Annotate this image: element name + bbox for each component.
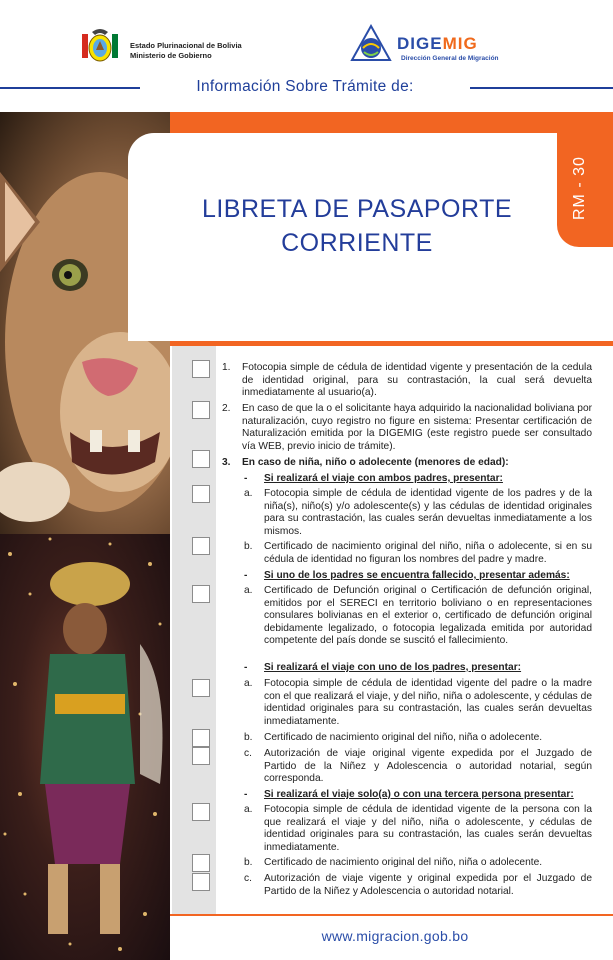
sub-requirement-marker: c.: [244, 873, 252, 884]
page-title-line2: CORRIENTE: [281, 229, 433, 257]
government-line2: Ministerio de Gobierno: [130, 51, 212, 60]
section-heading: - Si uno de los padres se encuentra fallecido, presentar además:: [244, 570, 570, 581]
checkbox[interactable]: [192, 537, 210, 555]
sub-requirement-text: Fotocopia simple de cédula de identidad vigente del padre o la madre con el que realizará el viaje, y del niño, niña o adolescente, y cédulas de identidad originales para su contrastación, las cuales serán devueltas inmediatamente.: [264, 678, 592, 727]
sub-requirement: [222, 804, 592, 854]
sub-requirement-text: Certificado de nacimiento original del niño, niña o adolecente, si en su cédula de identidad no figuran los nombres del padre y madre.: [264, 541, 592, 565]
sub-requirement: [222, 678, 592, 728]
document-code: RM - 30: [571, 156, 588, 220]
brand-subtitle: Dirección General de Migración: [401, 55, 499, 62]
sub-requirement-marker: a.: [244, 488, 253, 499]
sub-requirement-marker: a.: [244, 678, 253, 689]
section-title: Si realizará el viaje solo(a) o con una tercera persona presentar:: [264, 789, 574, 800]
section-title: Si realizará el viaje con uno de los padres, presentar:: [264, 662, 522, 673]
government-line1: Estado Plurinacional de Bolivia: [130, 41, 242, 50]
sub-requirement-marker: a.: [244, 585, 253, 596]
requirement-1: [222, 362, 592, 400]
header-divider-left: [0, 87, 140, 89]
requirement-marker: 2.: [222, 403, 231, 414]
checkbox[interactable]: [192, 873, 210, 891]
checkbox[interactable]: [192, 803, 210, 821]
checkbox[interactable]: [192, 854, 210, 872]
page-header: [0, 0, 613, 112]
info-title: Información Sobre Trámite de:: [196, 78, 414, 95]
sub-requirement: [222, 732, 592, 745]
dancer-photo: [0, 534, 170, 960]
checkbox[interactable]: [192, 401, 210, 419]
sub-requirement-marker: a.: [244, 804, 253, 815]
sub-requirement-text: Autorización de viaje original vigente expedida por el Juzgado de Partido de la Niñez y Adolescencia o autoridad notarial, según corresponda.: [264, 748, 592, 785]
brand-prefix: DIGE: [397, 34, 443, 53]
checkbox[interactable]: [192, 729, 210, 747]
sub-requirement-marker: b.: [244, 857, 253, 868]
sub-requirement: [222, 585, 592, 648]
requirement-marker: 1.: [222, 362, 231, 373]
website-link[interactable]: www.migracion.gob.bo: [321, 928, 469, 944]
section-heading: - Si realizará el viaje con ambos padres, presentar:: [244, 473, 503, 484]
sub-requirement: [222, 488, 592, 538]
sub-requirement: [222, 541, 592, 566]
sub-requirement-marker: b.: [244, 541, 253, 552]
section-heading: - Si realizará el viaje con uno de los padres, presentar:: [244, 662, 522, 673]
government-name: [130, 41, 242, 61]
header-divider-right: [470, 87, 613, 89]
sub-requirement: [222, 857, 592, 870]
sub-requirement-text: Certificado de nacimiento original del niño, niña o adolecente.: [264, 732, 543, 743]
brand-name: [397, 34, 478, 54]
bolivia-coat-of-arms-icon: [78, 28, 122, 68]
requirement-text: En caso de niña, niño o adolecente (menores de edad):: [242, 457, 509, 468]
sub-requirement-text: Certificado de nacimiento original del niño, niña o adolecente.: [264, 857, 543, 868]
requirement-marker: 3.: [222, 457, 231, 468]
checkbox[interactable]: [192, 747, 210, 765]
brand-suffix: MIG: [442, 34, 478, 53]
sub-requirement-text: Autorización de viaje vigente y original expedida por el Juzgado de Partido de la Niñez y Adolescencia o autoridad notarial.: [264, 873, 592, 897]
digemig-globe-icon: [350, 24, 392, 64]
page-title: [172, 192, 542, 260]
sub-requirement: [222, 748, 592, 786]
requirement-2: [222, 403, 592, 453]
section-title: Si uno de los padres se encuentra fallecido, presentar además:: [264, 570, 570, 581]
sub-requirement-marker: b.: [244, 732, 253, 743]
sub-requirement-text: Certificado de Defunción original o Certificación de defunción original, emitidos por el SERECI en territorio boliviano o en representaciones consulares bolivianas en el exterior o, certificado de defunción original debidamente legalizado, o fotocopia legalizada emitida por autoridad competente del país donde se suscitó el fallecimiento.: [264, 585, 592, 647]
sub-requirement: [222, 873, 592, 898]
sub-requirement-text: Fotocopia simple de cédula de identidad vigente de la persona con la que realizará el viaje y del niño, niña o adolescente, y cédulas de identidad originales para su contrastación, las cuales serán devueltas inmediatamente.: [264, 804, 592, 853]
checkbox[interactable]: [192, 450, 210, 468]
requirement-3: [222, 457, 592, 470]
checkbox[interactable]: [192, 485, 210, 503]
section-heading: - Si realizará el viaje solo(a) o con una tercera persona presentar:: [244, 789, 574, 800]
sub-requirement-text: Fotocopia simple de cédula de identidad vigente de los padres y de la niña(s), niño(s) y/o adolescente(s) y las cédulas de identidad originales para su contrastación, las cuales serán devueltas inmediatamente a los mismos.: [264, 488, 592, 537]
checkbox-gutter: [172, 346, 216, 914]
requirement-text: Fotocopia simple de cédula de identidad vigente y presentación de la cedula de identidad original, para su contrastación, la cual será devuelta inmediatamente al usuario(a).: [242, 362, 592, 399]
checkbox[interactable]: [192, 585, 210, 603]
page-title-line1: LIBRETA DE PASAPORTE: [201, 195, 513, 223]
section-title: Si realizará el viaje con ambos padres, presentar:: [264, 473, 503, 484]
checkbox[interactable]: [192, 360, 210, 378]
footer-divider: [170, 914, 613, 916]
sub-requirement-marker: c.: [244, 748, 252, 759]
requirement-text: En caso de que la o el solicitante haya adquirido la nacionalidad boliviana por naturalización, cuyo registro no figure en sistema: Presentar certificación de Naturalización emitida por la DIGEMIG (este registro puede ser consultado vía WEB, previo inicio de trámite).: [242, 403, 593, 452]
checkbox[interactable]: [192, 679, 210, 697]
